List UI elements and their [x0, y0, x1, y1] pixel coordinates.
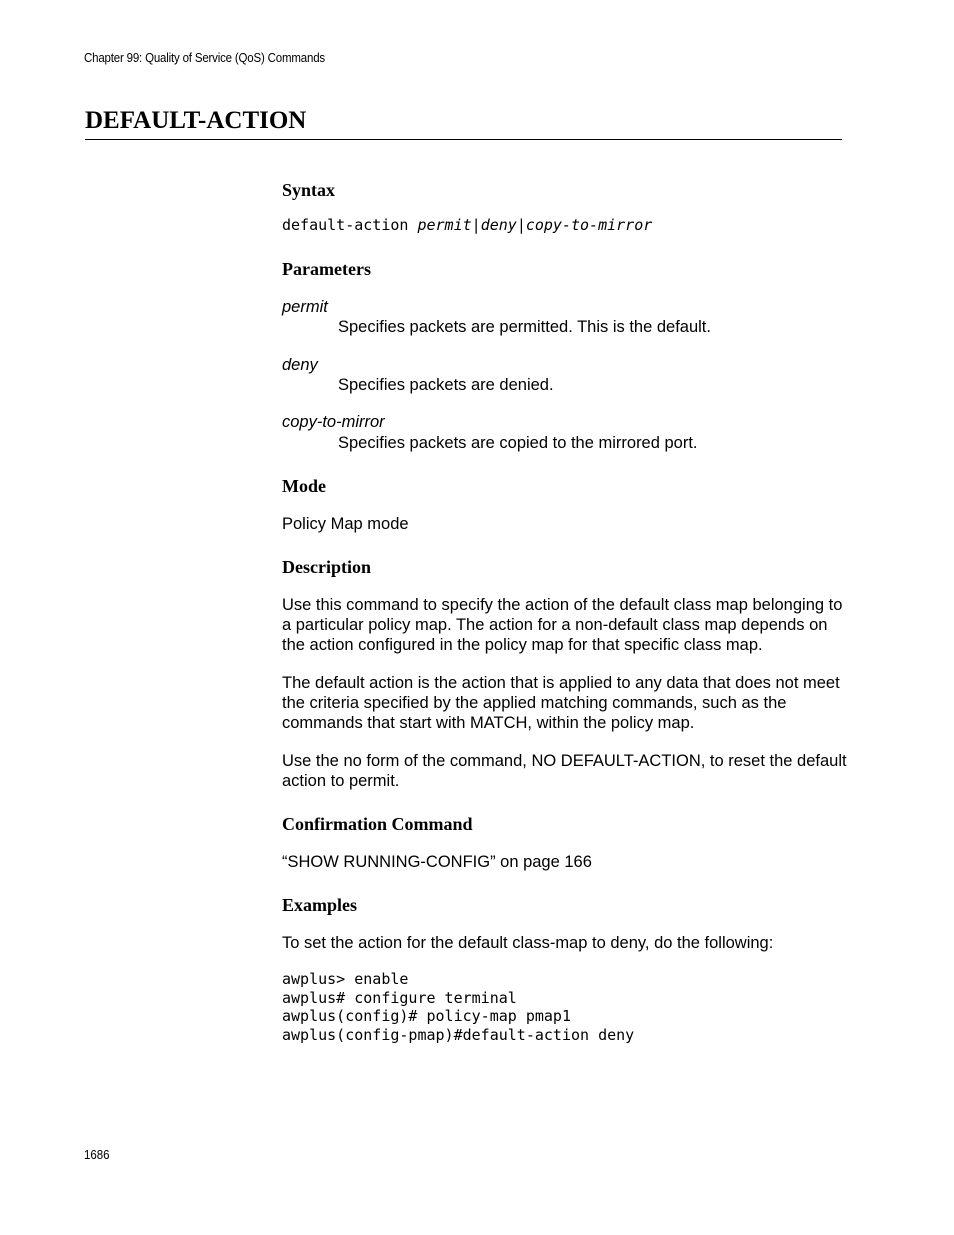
examples-intro: To set the action for the default class-map to deny, do the following:: [282, 934, 774, 952]
title-rule: [85, 139, 842, 140]
param-term-permit: permit: [282, 298, 328, 316]
param-desc-copy-to-mirror: Specifies packets are copied to the mirrored port.: [338, 434, 698, 452]
confirmation-heading: Confirmation Command: [282, 814, 473, 834]
syntax-line: [282, 216, 652, 235]
param-term-copy-to-mirror: copy-to-mirror: [282, 413, 385, 431]
syntax-heading: Syntax: [282, 180, 336, 200]
description-paragraph-3: Use the no form of the command, NO DEFAULT-ACTION, to reset the default action to permit.: [282, 752, 847, 790]
description-heading: Description: [282, 557, 371, 577]
param-desc-permit: Specifies packets are permitted. This is the default.: [338, 318, 711, 336]
syntax-arg-deny: deny: [480, 216, 517, 234]
syntax-arg-copy-to-mirror: copy-to-mirror: [525, 216, 653, 234]
description-paragraph-2: The default action is the action that is applied to any data that does not meet the criteria specified by the applied matching commands, such as the commands that start with MATCH, within the policy map.: [282, 674, 840, 732]
syntax-arg-permit: permit: [417, 216, 472, 234]
param-term-deny: deny: [282, 356, 318, 374]
running-header: Chapter 99: Quality of Service (QoS) Commands: [84, 51, 325, 65]
code-line: awplus> enable: [282, 970, 409, 988]
syntax-separator: |: [516, 216, 526, 234]
confirmation-text: “SHOW RUNNING-CONFIG” on page 166: [282, 853, 592, 871]
mode-text: Policy Map mode: [282, 515, 409, 533]
code-line: awplus(config-pmap)#default-action deny: [282, 1026, 635, 1045]
mode-heading: Mode: [282, 476, 326, 496]
page-title: DEFAULT-ACTION: [85, 107, 307, 134]
code-line: awplus(config)# policy-map pmap1: [282, 1007, 571, 1026]
page-number: 1686: [84, 1148, 110, 1162]
code-line: awplus# configure terminal: [282, 988, 517, 1007]
description-paragraph-1: Use this command to specify the action of the default class map belonging to a particular policy map. The action for a non-default class map depends on the action configured in the policy map for that specific class map.: [282, 596, 843, 654]
examples-heading: Examples: [282, 895, 358, 915]
parameters-heading: Parameters: [282, 259, 371, 279]
syntax-separator: |: [471, 216, 481, 234]
syntax-command: default-action: [282, 216, 418, 234]
param-desc-deny: Specifies packets are denied.: [338, 376, 554, 394]
example-code-block: [282, 970, 634, 1045]
